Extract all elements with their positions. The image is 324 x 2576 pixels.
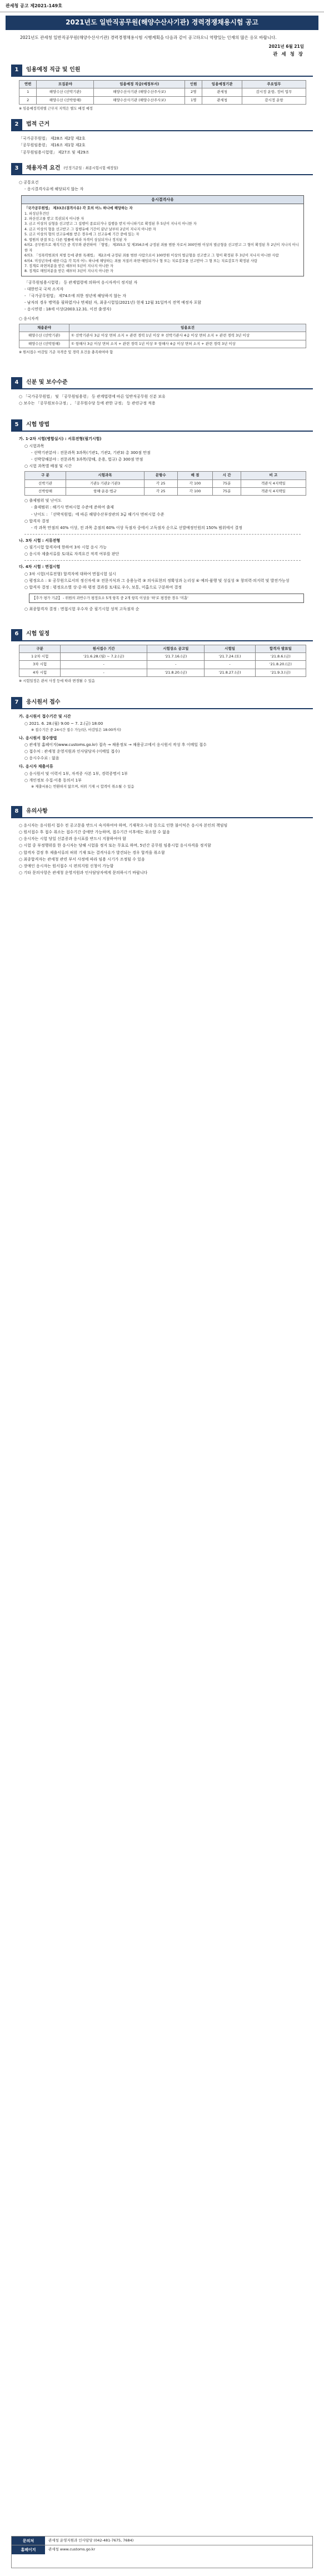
app-heading: 나. 응시원서 접수방법 [19,735,57,740]
col-header: 연번 [19,80,37,88]
box-line: 1. 피성년후견인 [24,211,49,216]
qual-text: ○ 공통요건 [19,180,39,185]
section-qualification [11,163,313,355]
app-text: ○ 응시수수료 : 없음 [24,756,59,761]
section-application [11,697,313,789]
qual-text: - 남자의 경우 병역을 필하였거나 면제된 자, 최종시험일(2021년) 현재 12월 31일까지 전역 예정자 포함 [24,300,202,305]
section-number: 7 [11,697,22,708]
app-text: ○ 응시원서 및 이력서 1부, 자격증 사본 1부, 경력증명서 1부 [24,771,128,776]
qual-text: - 「국가공무원법」 제74조에 의한 정년에 해당하지 않는 자 [24,294,127,299]
app-heading: 다. 응시자 제출서류 [19,764,53,769]
col-header: 채용분야 [19,324,69,332]
method-text: ○ 최종합격자 결정 : 면접시험 우수자 중 필기시험 성적 고득점자 순 [24,607,139,612]
section-number: 5 [11,419,22,431]
footer-label: 문의처 [12,2537,45,2545]
section-status [11,377,313,406]
col-header: 임용요건 [69,324,306,332]
method-text: ○ 응시자 제출서류를 토대로 자격요건 적격 여부를 판단 [24,552,119,557]
qual-text: - 응시연령 : 18세 이상(2003.12.31. 이전 출생자) [24,307,112,312]
app-heading: 가. 응시원서 접수기간 및 시간 [19,714,71,719]
disqualification-box [21,195,304,276]
requirements-note: ※ 원서접수 마감일 기준 자격증 및 경력 요건을 충족하여야 함 [19,350,113,354]
box-line: 6의4. 미성년자에 대한 다음 각 목의 어느 하나에 해당하는 죄를 저질러 파면·해임되거나 형 또는 치료감호를 선고받아 그 형 또는 치료감호가 확정된 사람 [24,259,258,263]
positions-table [19,80,306,105]
method-text: ○ 시험과목 [24,443,44,448]
legal-item: 「국가공무원법」 제28조 제2항 제2호 [19,136,86,141]
section-positions [11,65,313,111]
col-header: 임용예정기관 [202,80,242,88]
app-text: ○ 관세청 홈페이지(www.customs.go.kr) 접속 → 채용정보 → 채용공고에서 응시원서 작성 후 이메일 접수 [24,742,207,747]
method-text: - 선박기관분야 : 전문과목 3과목(기관1, 기관2, 기관3) 총 300점 만점 [31,450,151,455]
qual-text: - 대한민국 국적 소지자 [24,287,64,291]
qual-text: 「공무원임용시험령」 등 관계법령에 의하여 응시자격이 정지된 자 [24,280,138,285]
notice-date: 2021년 6월 21일 [268,43,304,49]
col-header: 임용예정 직급(예정부서) [94,80,185,88]
table-row: 1 해양수산 (선박기관) 해양수산사기관 (해양수산주사보) 2명 관세청 감시정 운항, 정비 업무 [19,88,306,96]
contact-footer [11,2536,313,2568]
section-title: 법적 근거 [26,121,50,128]
note-item: ○ 합격자 결정 후 제출서류의 허위 기재 또는 결격사유가 발견되는 경우 합격을 취소함 [19,850,165,855]
app-text: ○ 2021. 6. 28.(월) 9:00 ~ 7. 2.(금) 18:00 [24,721,103,726]
footer-homepage-link[interactable]: 관세청 www.customs.go.kr [48,2547,96,2552]
issuing-org: 관 세 청 장 [273,51,304,57]
box-line: 2. 파산선고를 받고 복권되지 아니한 자 [24,217,84,221]
section-schedule [11,629,313,684]
method-heading: 가. 1·2차 시험(병합실시) : 서류전형(필기시험) [19,437,102,442]
note-item: ○ 기타 문의사항은 관세청 운영지원과 인사담당자에게 문의하시기 바랍니다 [19,870,148,875]
method-heading: 다. 4차 시험 : 면접시험 [19,565,61,570]
section-number: 2 [11,119,22,130]
positions-note: ※ 임용예정직위별 근무지 지역은 별도 배정 예정 [19,107,93,111]
footer-contact: 관세청 운영지원과 인사담당 (042-481-7675, 7684) [48,2538,134,2543]
col-header: 주요업무 [242,80,306,88]
section-title: 시험 일정 [26,631,50,637]
section-title: 유의사항 [26,808,48,814]
section-title: 응시원서 접수 [26,699,61,706]
legal-item: 「공무원임용령」 제16조 제1항 제2호 [19,143,86,148]
app-text: ※ 제출서류는 반환하지 않으며, 허위 기재 시 합격이 취소될 수 있음 [31,784,134,789]
section-legal [11,119,313,155]
note-item: ○ 장애인 응시자는 원서접수 시 편의지원 신청이 가능함 [19,863,114,868]
method-text: - 각 과목 만점의 40% 이상, 전 과목 총점의 60% 이상 득점자 중에서 고득점자 순으로 선발예정인원의 150% 범위에서 결정 [31,525,242,530]
method-text: ○ 평정요소 : ① 공무원으로서의 정신자세 ② 전문지식과 그 응용능력 ③ 의사표현의 정확성과 논리성 ④ 예의·품행 및 성실성 ⑤ 창의력·의지력 및 발전가능성 [24,578,290,583]
table-row: 3차 시험 - - - '21.8.20.(금) [19,661,306,669]
section-notes [11,806,313,876]
qual-text: ○ 응시자격 [19,316,39,321]
note-item: ○ 시험 중 부정행위를 한 응시자는 당해 시험을 정지 또는 무효로 하며, 5년간 공무원 임용시험 응시자격을 정지함 [19,843,211,848]
section-number: 4 [11,377,22,388]
section-title: 시험 방법 [26,422,50,428]
app-text: ○ 개인정보 수집·이용 동의서 1부 [24,778,82,783]
note-item: ○ 응시자는 응시원서 접수 전 공고문을 반드시 숙지하여야 하며, 기재착오·누락 등으로 인한 불이익은 응시자 본인의 책임임 [19,823,228,828]
app-text: ○ 접수처 : 관세청 운영지원과 인사담당자 (이메일 접수) [24,749,120,754]
box-title: 응시결격사유 [22,196,303,204]
method-text: - 선박항해분야 : 전문과목 3과목(항해, 운용, 법규) 총 300점 만점 [31,457,143,462]
method-text: ○ 합격자 결정 [24,518,49,523]
section-title-note: (인정기준일 : 최종시험시험 예정일) [63,166,118,171]
schedule-note: ※ 시험일정은 관서 사정 등에 따라 변경될 수 있음 [19,679,95,684]
score-table: 구 분 시험과목 문항수 배 점 시 간 비 고 선박기관 기관1·기관2·기관3 각 25 각 100 75분 객관식 4지택일 선박항해 항해·운용·법규 각 25 각 100 75분 객관식 4지택일 [24,471,306,496]
box-line: 4. 금고 이상의 형을 선고받고 그 집행유예 기간이 끝난 날부터 2년이 지나지 아니한 자 [24,227,156,231]
intro-text: 2021년도 관세청 일반직공무원(해양수산사기관) 경력경쟁채용시험 시행계획을 다음과 같이 공고하오니 역량있는 인재의 많은 응모 바랍니다. [20,35,277,40]
table-row: 1·2차 시험 '21.6.28.(월) ~ 7.2.(금) '21.7.16.(금) '21.7.24.(토) '21.8.6.(금) [19,653,306,661]
table-row: 선박기관 기관1·기관2·기관3 각 25 각 100 75분 객관식 4지택일 [25,479,306,487]
col-header: 모집분야 [37,80,94,88]
footer-label: 홈페이지 [12,2545,45,2554]
section-title: 임용예정 직급 및 인원 [26,66,81,73]
table-row: 4차 시험 - '21.8.20.(금) '21.8.27.(금) '21.9.3.(금) [19,669,306,676]
section-title: 신분 및 보수수준 [26,379,68,385]
box-line: 7. 징계로 파면처분을 받은 때부터 5년이 지나지 아니한 자 [24,264,113,268]
method-text: - 출제범위 : 해기사 면허시험 수준에 준하여 출제 [31,505,114,510]
box-line: 6. 법원의 판결 또는 다른 법률에 따라 자격이 상실되거나 정지된 자 [24,238,127,242]
section-number: 1 [11,65,22,76]
schedule-table: 구분 원서접수 기간 시험장소 공고일 시험일 합격자 발표일 1·2차 시험 '21.6.28.(월) ~ 7.2.(금) '21.7.16.(금) '21.7.24.(토) '21.8.6.(금) 3차 시험 - - - '21.8.20.(금) 4차 시험 - '21.8.20.(금) '21.8.27.(금) '21.9.3.(금) [19,645,306,678]
table-row: 해양수산 (선박기관) ① 선박기관사 3급 이상 면허 소지 + 관련 경력 1년 이상 ② 선박기관사 4급 이상 면허 소지 + 관련 경력 3년 이상 [19,332,306,340]
method-text: ○ 출제범위 및 난이도 [24,498,62,503]
notice-number: 관세청 공고 제2021-149호 [0,0,324,12]
method-text: ○ 필기시험 합격자에 한하여 3차 시험 응시 가능 [24,545,107,550]
section-title: 채용자격 요건 [26,165,61,171]
note-item: ○ 원서접수 후 접수 취소는 접수기간 중에만 가능하며, 접수기간 이후에는 취소할 수 없음 [19,830,170,835]
method-text: ○ 3차 시험(서류전형) 합격자에 대하여 면접시험 실시 [24,571,116,576]
section-number: 6 [11,629,22,640]
col-header: 인원 [185,80,202,88]
box-line: 6의3. 「성폭력범죄의 처벌 등에 관한 특례법」 제2조에 규정된 죄를 범한 사람으로서 100만원 이상의 벌금형을 선고받고 그 형이 확정된 후 3년이 지나지 아니한 사람 [24,254,279,258]
page-title: 2021년도 일반직공무원(해양수산사기관) 경력경쟁채용시험 공고 [6,16,318,30]
table-row: 2 해양수산 (선박항해) 해양수산사기관 (해양수산주사보) 1명 관세청 감시정 운항 [19,96,306,104]
extra-criteria-box: 【추가 평가 기준】 - 위원의 과반수가 평정요소 5개 항목 중 2개 항목 이상을 '하'로 평정한 경우 '미흡' [29,594,304,603]
note-item: ○ 응시자는 시험 당일 신분증과 응시표를 반드시 지참하여야 함 [19,837,126,842]
section-number: 8 [11,806,22,817]
section-number: 3 [11,163,22,174]
method-heading: 나. 3차 시험 : 서류전형 [19,538,61,543]
method-text: - 난이도 : 「선박직원법」에 따른 해양수산부장관의 3급 해기사 면허시험 수준 [31,512,165,517]
status-item: ○ 보수는 「공무원보수규정」, 「공무원수당 등에 관한 규정」 등 관련규정 적용 [19,401,156,406]
legal-item: 「공무원임용시험령」 제27조 및 제29조 [19,150,89,155]
section-method [11,419,313,612]
qual-text: - 응시결격사유에 해당되지 않는 자 [24,186,84,191]
requirements-table [19,324,306,348]
table-row: 해양수산 (선박항해) ① 항해사 3급 이상 면허 소지 + 관련 경력 1년 이상 ② 항해사 4급 이상 면허 소지 + 관련 경력 3년 이상 [19,340,306,348]
box-line: 「국가공무원법」 제33조(결격사유) 각 호의 어느 하나에 해당하는 자 [24,206,133,211]
table-row: 선박항해 항해·운용·법규 각 25 각 100 75분 객관식 4지택일 [25,487,306,495]
box-line: 8. 징계로 해임처분을 받은 때부터 3년이 지나지 아니한 자 [24,269,113,274]
app-text: ※ 접수기간 중 24시간 접수 가능(단, 마감일은 18:00까지) [31,728,121,732]
box-line: 5. 금고 이상의 형의 선고유예를 받은 경우에 그 선고유예 기간 중에 있는 자 [24,233,139,237]
method-text: ○ 시험 과목별 배점 및 시간 [24,463,72,468]
note-item: ○ 최종합격자는 관세청 관련 부서 사정에 따라 임용 시기가 조정될 수 있음 [19,857,145,862]
method-text: ○ 합격자 결정 : 평정요소별 상·중·하 평정 결과를 토대로 우수, 보통, 미흡으로 구분하여 결정 [24,585,182,590]
box-line: 6의2. 공무원으로 재직기간 중 직무와 관련하여 「형법」 제355조 및 제356조에 규정된 죄를 범한 자로서 300만원 이상의 벌금형을 선고받고 그 형이 확정된 후 2년이 지나지 아니한 자 [24,243,299,253]
box-line: 3. 금고 이상의 실형을 선고받고 그 집행이 종료되거나 집행을 받지 아니하기로 확정된 후 5년이 지나지 아니한 자 [24,222,197,226]
status-item: ○ 「국가공무원법」 및 「공무원임용령」 등 관계법령에 따른 일반직공무원 신분 보유 [19,394,166,399]
